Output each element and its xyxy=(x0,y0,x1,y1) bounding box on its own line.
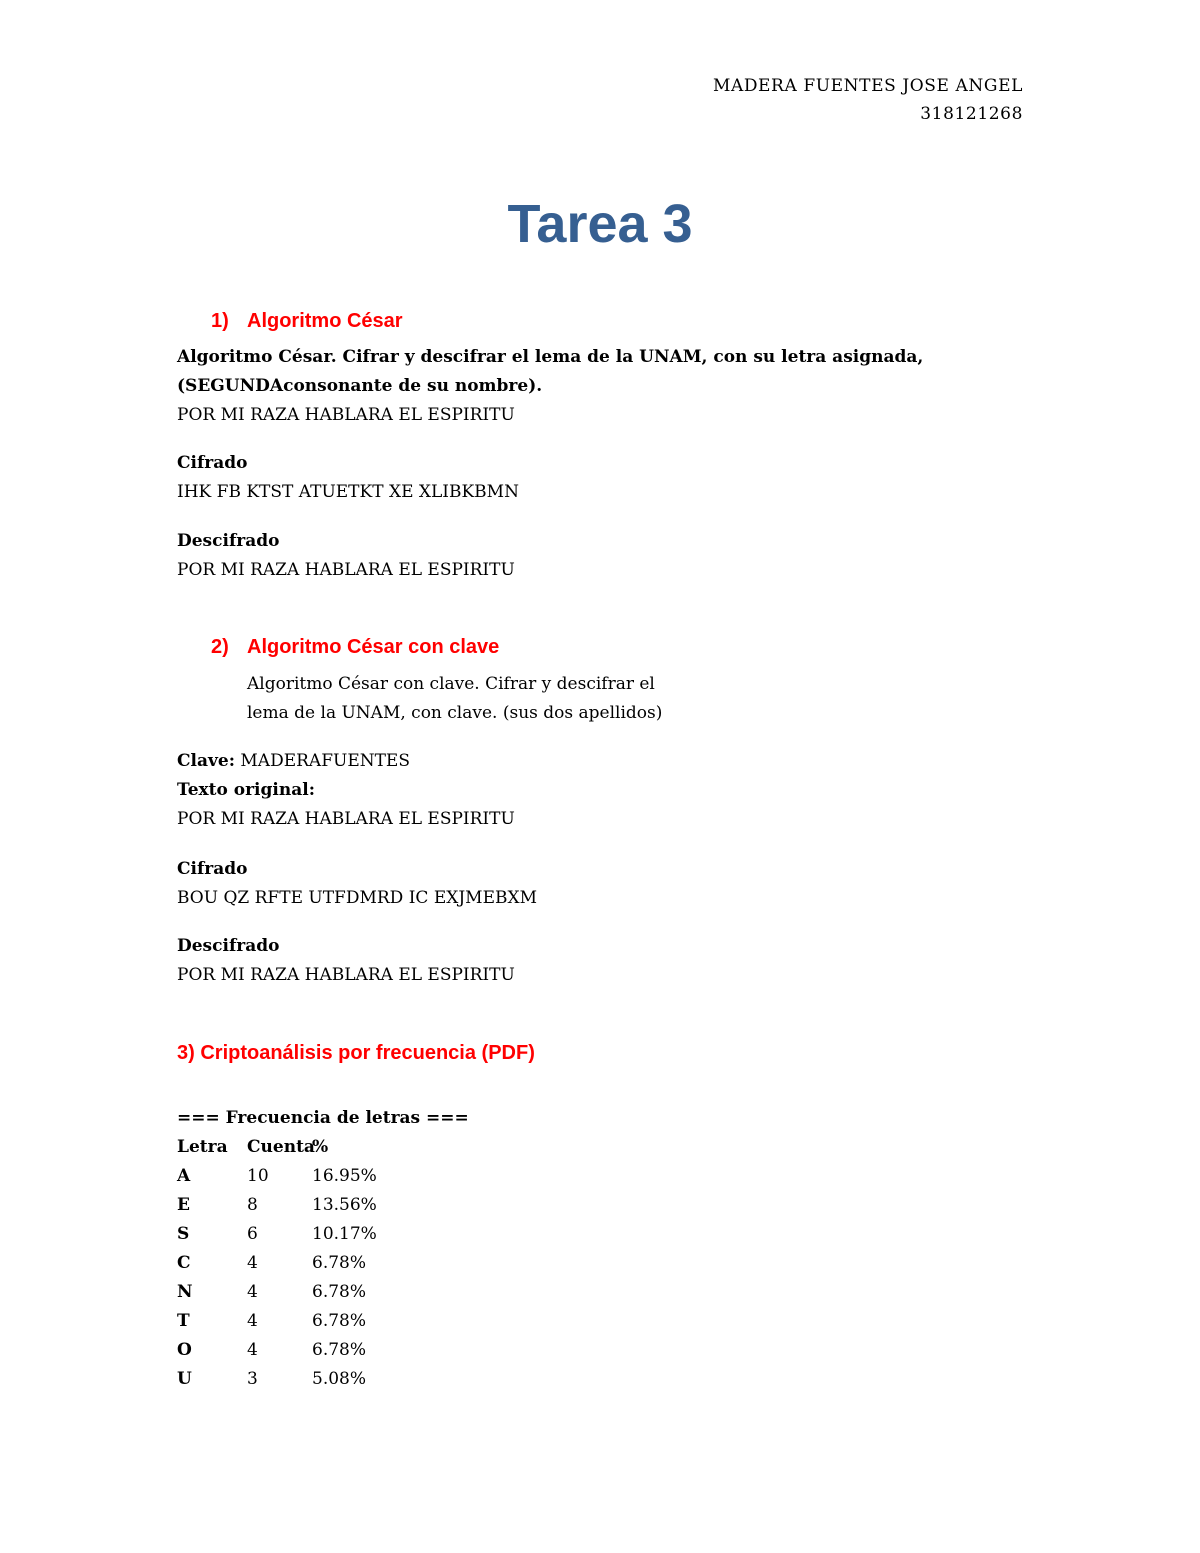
row-letter: O xyxy=(177,1340,192,1360)
section2-decipher-block xyxy=(177,932,515,990)
section2-plaintext: POR MI RAZA HABLARA EL ESPIRITU xyxy=(177,809,515,829)
section1-number: 1) xyxy=(211,310,229,332)
row-percent: 6.78% xyxy=(312,1340,367,1360)
table-row xyxy=(177,1278,469,1307)
section2-description-line1: Algoritmo César con clave. Cifrar y descifrar el xyxy=(247,674,655,694)
section2-heading xyxy=(211,636,499,659)
section1-cipher-label: Cifrado xyxy=(177,453,248,473)
row-count: 8 xyxy=(247,1195,258,1215)
table-row xyxy=(177,1191,469,1220)
row-percent: 6.78% xyxy=(312,1311,367,1331)
section1-decipher-label: Descifrado xyxy=(177,531,280,551)
row-count: 4 xyxy=(247,1340,258,1360)
student-id: 318121268 xyxy=(920,104,1023,124)
row-count: 4 xyxy=(247,1253,258,1273)
section1-description-line1: Algoritmo César. Cifrar y descifrar el lema de la UNAM, con su letra asignada, xyxy=(177,347,924,367)
section2-body xyxy=(177,747,515,834)
section2-decipher-text: POR MI RAZA HABLARA EL ESPIRITU xyxy=(177,965,515,985)
section2-original-label: Texto original: xyxy=(177,780,315,800)
section2-description-line2: lema de la UNAM, con clave. (sus dos apellidos) xyxy=(247,703,663,723)
section1-description-line2: (SEGUNDAconsonante de su nombre). xyxy=(177,376,543,396)
section2-cipher-label: Cifrado xyxy=(177,859,248,879)
author-name: MADERA FUENTES JOSE ANGEL xyxy=(712,76,1023,96)
row-percent: 6.78% xyxy=(312,1253,367,1273)
section2-description xyxy=(247,670,662,728)
row-percent: 5.08% xyxy=(312,1369,367,1389)
section2-number: 2) xyxy=(211,636,229,658)
column-header-count: Cuenta xyxy=(247,1137,315,1157)
table-row xyxy=(177,1365,469,1394)
table-row xyxy=(177,1162,469,1191)
section1-body xyxy=(177,343,923,430)
row-count: 4 xyxy=(247,1282,258,1302)
table-row xyxy=(177,1220,469,1249)
section1-decipher-block xyxy=(177,527,515,585)
table-row xyxy=(177,1307,469,1336)
row-letter: E xyxy=(177,1195,190,1215)
table-row xyxy=(177,1336,469,1365)
row-count: 6 xyxy=(247,1224,258,1244)
section2-key-line xyxy=(177,747,515,776)
row-percent: 10.17% xyxy=(312,1224,377,1244)
row-letter: C xyxy=(177,1253,191,1273)
frequency-table-title: === Frecuencia de letras === xyxy=(177,1108,469,1128)
table-row xyxy=(177,1249,469,1278)
row-count: 3 xyxy=(247,1369,258,1389)
section2-key-label: Clave: xyxy=(177,751,235,771)
section2-cipher-text: BOU QZ RFTE UTFDMRD IC EXJMEBXM xyxy=(177,888,537,908)
section1-title: Algoritmo César xyxy=(247,310,403,332)
row-letter: T xyxy=(177,1311,190,1331)
section2-cipher-block xyxy=(177,855,537,913)
row-letter: A xyxy=(177,1166,191,1186)
section2-key-value: MADERAFUENTES xyxy=(240,751,410,771)
row-percent: 13.56% xyxy=(312,1195,377,1215)
section2-decipher-label: Descifrado xyxy=(177,936,280,956)
section1-cipher-text: IHK FB KTST ATUETKT XE XLIBKBMN xyxy=(177,482,519,502)
row-count: 4 xyxy=(247,1311,258,1331)
column-header-percent: % xyxy=(312,1137,329,1157)
row-letter: S xyxy=(177,1224,190,1244)
section1-plaintext: POR MI RAZA HABLARA EL ESPIRITU xyxy=(177,405,515,425)
section3-heading: 3) Criptoanálisis por frecuencia (PDF) xyxy=(177,1042,535,1064)
row-percent: 16.95% xyxy=(312,1166,377,1186)
section2-title: Algoritmo César con clave xyxy=(247,636,500,658)
author-block xyxy=(713,72,1023,128)
row-percent: 6.78% xyxy=(312,1282,367,1302)
frequency-table-header xyxy=(177,1133,469,1162)
section1-heading xyxy=(211,310,403,333)
row-letter: N xyxy=(177,1282,193,1302)
section1-decipher-text: POR MI RAZA HABLARA EL ESPIRITU xyxy=(177,560,515,580)
frequency-table xyxy=(177,1104,469,1394)
section1-cipher-block xyxy=(177,449,519,507)
row-letter: U xyxy=(177,1369,192,1389)
page-title: Tarea 3 xyxy=(507,194,693,254)
column-header-letter: Letra xyxy=(177,1137,228,1157)
row-count: 10 xyxy=(247,1166,269,1186)
